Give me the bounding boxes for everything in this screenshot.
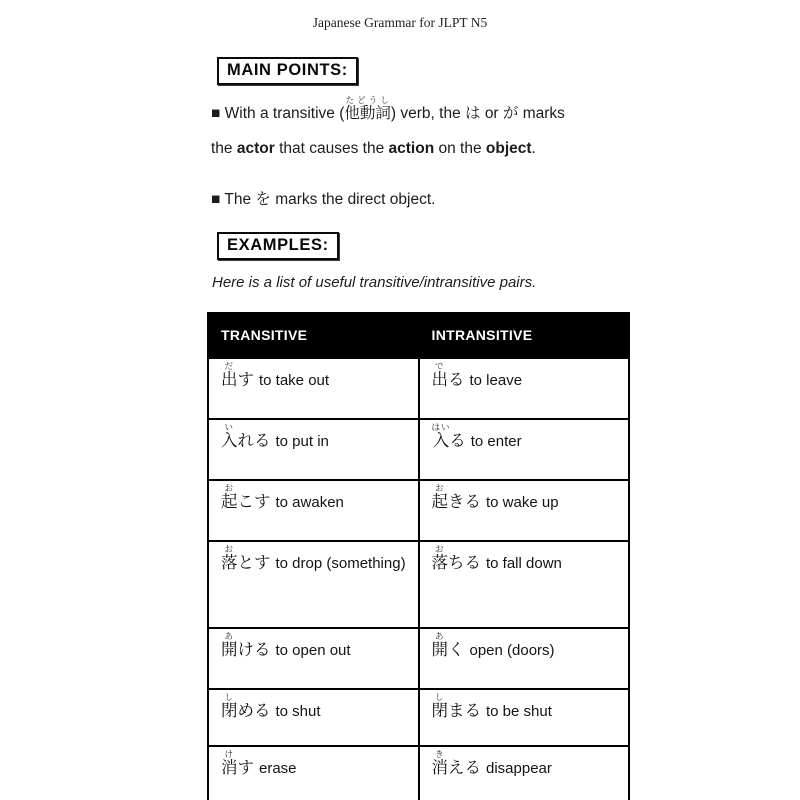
english-translation: erase [259, 760, 297, 777]
furigana-ruby: 出で [431, 361, 448, 389]
verb-cell [208, 358, 419, 419]
japanese-verb: 出でる [431, 361, 465, 389]
verb-cell [208, 689, 419, 746]
verb-cell [208, 480, 419, 541]
english-translation: to awaken [275, 494, 344, 511]
verb-cell [419, 358, 630, 419]
verb-cell [208, 746, 419, 800]
verb-cell [419, 419, 630, 480]
japanese-verb: 落おちる [431, 544, 481, 572]
furigana-ruby: 他動詞たどうし [344, 95, 391, 122]
furigana-ruby: 入い [221, 422, 238, 450]
english-translation: to take out [259, 372, 330, 389]
verb-cell [419, 689, 630, 746]
bullet-direct-object-note: ■ The を marks the direct object. [211, 191, 436, 208]
table-intro-text: Here is a list of useful transitive/intransitive pairs. [212, 274, 537, 291]
page-title: Japanese Grammar for JLPT N5 [312, 15, 488, 30]
english-translation: to shut [275, 703, 321, 720]
furigana-ruby: 起お [431, 483, 448, 511]
main-points-heading: MAIN POINTS: [217, 57, 358, 85]
english-translation: to be shut [486, 703, 552, 720]
japanese-verb: 起おこす [221, 483, 271, 511]
bullet-transitive-note: ■ With a transitive (他動詞たどうし) verb, the は or が marks the actor that causes the action on the object. [211, 95, 565, 157]
verb-cell [419, 628, 630, 689]
table-row [208, 358, 629, 419]
examples-heading: EXAMPLES: [217, 232, 339, 260]
furigana-ruby: 落お [221, 544, 238, 572]
table-row [208, 419, 629, 480]
english-translation: to put in [275, 433, 329, 450]
japanese-verb: 入いれる [221, 422, 271, 450]
furigana-ruby: 開あ [221, 631, 238, 659]
english-translation: to open out [275, 642, 351, 659]
english-translation: to drop (something) [275, 555, 406, 572]
table-row [208, 628, 629, 689]
furigana-ruby: 開あ [431, 631, 448, 659]
table-row [208, 541, 629, 628]
furigana-ruby: 起お [221, 483, 238, 511]
japanese-verb: 出だす [221, 361, 254, 389]
english-translation: disappear [486, 760, 552, 777]
japanese-verb: 消きえる [431, 749, 481, 777]
japanese-verb: 起おきる [431, 483, 481, 511]
japanese-verb: 開あく [431, 631, 465, 659]
verb-cell [208, 419, 419, 480]
column-header-transitive: TRANSITIVE [208, 313, 419, 358]
japanese-verb: 消けす [221, 749, 254, 777]
english-translation: to fall down [486, 555, 562, 572]
japanese-verb: 入はいる [431, 422, 466, 450]
japanese-verb: 開あける [221, 631, 271, 659]
furigana-ruby: 落お [431, 544, 448, 572]
furigana-ruby: 入はい [431, 422, 451, 450]
english-translation: to leave [469, 372, 523, 389]
verb-cell [419, 541, 630, 628]
verb-cell [419, 746, 630, 800]
japanese-verb: 閉しまる [431, 692, 481, 720]
verb-cell [208, 628, 419, 689]
furigana-ruby: 消き [431, 749, 448, 777]
furigana-ruby: 消け [221, 749, 238, 777]
verb-pairs-table [207, 312, 630, 800]
furigana-ruby: 閉し [431, 692, 448, 720]
verb-cell [419, 480, 630, 541]
furigana-ruby: 閉し [221, 692, 238, 720]
table-row [208, 746, 629, 800]
japanese-verb: 落おとす [221, 544, 271, 572]
english-translation: to wake up [486, 494, 559, 511]
furigana-ruby: 出だ [221, 361, 238, 389]
table-body [208, 358, 629, 800]
verb-cell [208, 541, 419, 628]
table-row [208, 689, 629, 746]
english-translation: open (doors) [469, 642, 555, 659]
column-header-intransitive: INTRANSITIVE [419, 313, 630, 358]
english-translation: to enter [470, 433, 522, 450]
japanese-verb: 閉しめる [221, 692, 271, 720]
table-header-row [208, 313, 629, 358]
table-row [208, 480, 629, 541]
